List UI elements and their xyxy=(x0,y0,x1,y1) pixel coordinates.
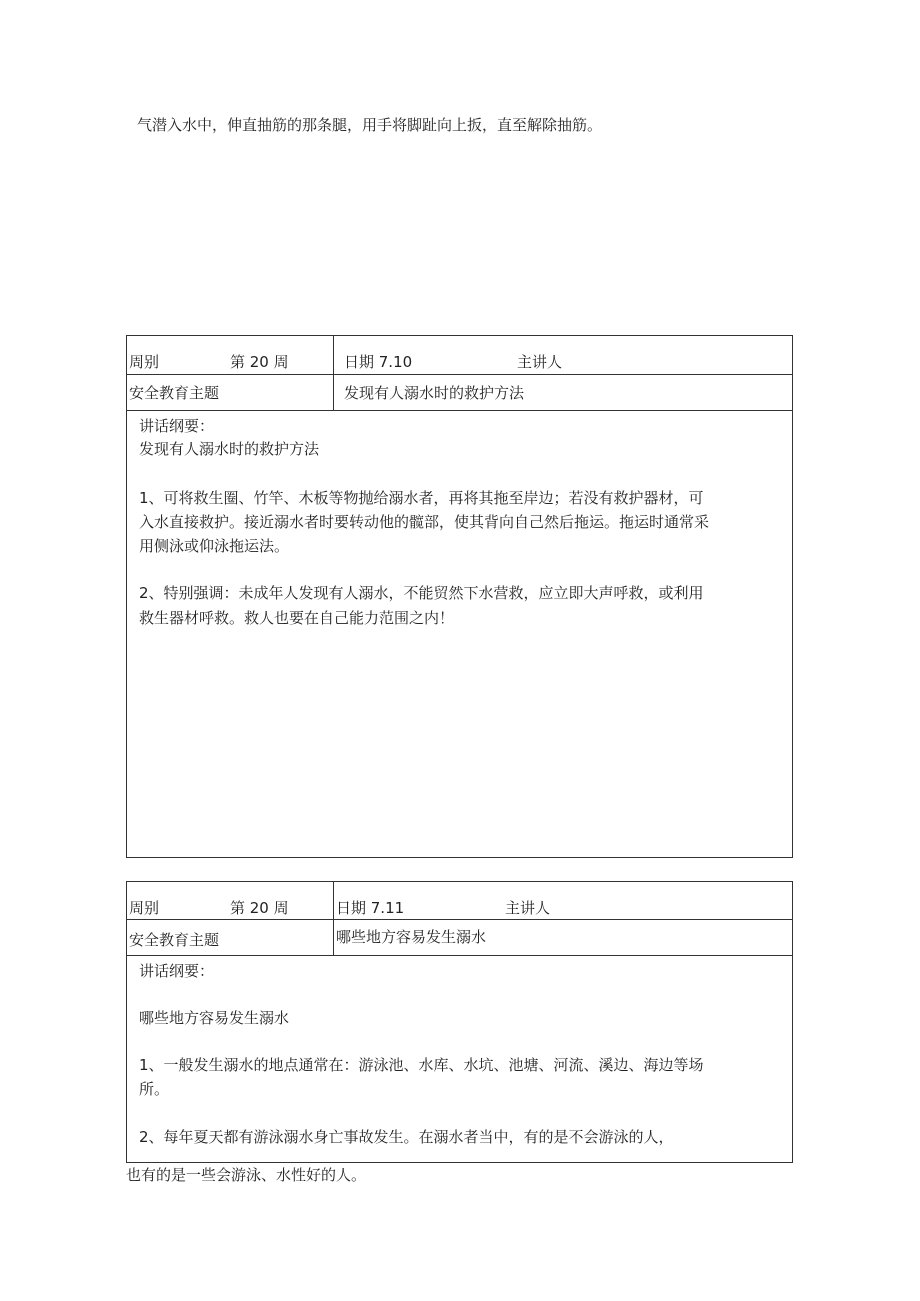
week-label: 周别 xyxy=(129,353,160,371)
outline-label: 讲话纲要： xyxy=(139,962,215,980)
week-cell xyxy=(127,882,334,919)
point-2-line-1: 2、每年夏天都有游泳溺水身亡事故发生。在溺水者当中，有的是不会游泳的人， xyxy=(139,1128,674,1146)
date-cell xyxy=(334,336,792,374)
outline-title: 发现有人溺水时的救护方法 xyxy=(139,440,320,458)
week-value: 第 20 周 xyxy=(230,899,289,917)
topic-value: 发现有人溺水时的救护方法 xyxy=(344,384,525,402)
week-label: 周别 xyxy=(129,899,160,917)
header-row xyxy=(127,336,792,375)
date-label: 日期 7.11 xyxy=(336,899,405,917)
point-2-line-2: 救生器材呼救。救人也要在自己能力范围之内！ xyxy=(139,609,455,627)
lesson-table-1 xyxy=(126,335,793,858)
outline-cell xyxy=(127,411,792,857)
date-label: 日期 7.10 xyxy=(344,353,413,371)
topic-value: 哪些地方容易发生溺水 xyxy=(336,928,487,946)
topic-value-cell xyxy=(334,375,792,410)
outline-title: 哪些地方容易发生溺水 xyxy=(139,1009,290,1027)
header-row xyxy=(127,882,792,920)
date-cell xyxy=(334,882,792,919)
outline-cell xyxy=(127,956,792,1162)
point-1-line-3: 用侧泳或仰泳拖运法。 xyxy=(139,537,290,555)
week-value: 第 20 周 xyxy=(230,353,289,371)
topic-label: 安全教育主题 xyxy=(129,931,220,949)
topic-label-cell xyxy=(127,375,334,410)
point-1-line-2: 入水直接救护。接近溺水者时要转动他的髋部，使其背向自己然后拖运。拖运时通常采 xyxy=(139,513,710,531)
point-1-line-2: 所。 xyxy=(139,1080,170,1098)
week-cell xyxy=(127,336,334,374)
topic-value-cell xyxy=(334,920,792,955)
point-2-line-1: 2、特别强调：未成年人发现有人溺水，不能贸然下水营救，应立即大声呼救，或利用 xyxy=(139,584,704,602)
lesson-table-2 xyxy=(126,881,793,1163)
point-1-line-1: 1、可将救生圈、竹竿、木板等物抛给溺水者，再将其拖至岸边；若没有救护器材，可 xyxy=(139,489,704,507)
bottom-paragraph: 也有的是一些会游泳、水性好的人。 xyxy=(126,1166,367,1184)
topic-label-cell xyxy=(127,920,334,955)
topic-label: 安全教育主题 xyxy=(129,384,220,402)
point-1-line-1: 1、一般发生溺水的地点通常在：游泳池、水库、水坑、池塘、河流、溪边、海边等场 xyxy=(139,1056,704,1074)
topic-row xyxy=(127,375,792,411)
top-paragraph: 气潜入水中，伸直抽筋的那条腿，用手将脚趾向上扳，直至解除抽筋。 xyxy=(137,116,603,134)
topic-row xyxy=(127,920,792,956)
speaker-label: 主讲人 xyxy=(517,353,563,371)
speaker-label: 主讲人 xyxy=(505,899,551,917)
outline-label: 讲话纲要： xyxy=(139,417,215,435)
